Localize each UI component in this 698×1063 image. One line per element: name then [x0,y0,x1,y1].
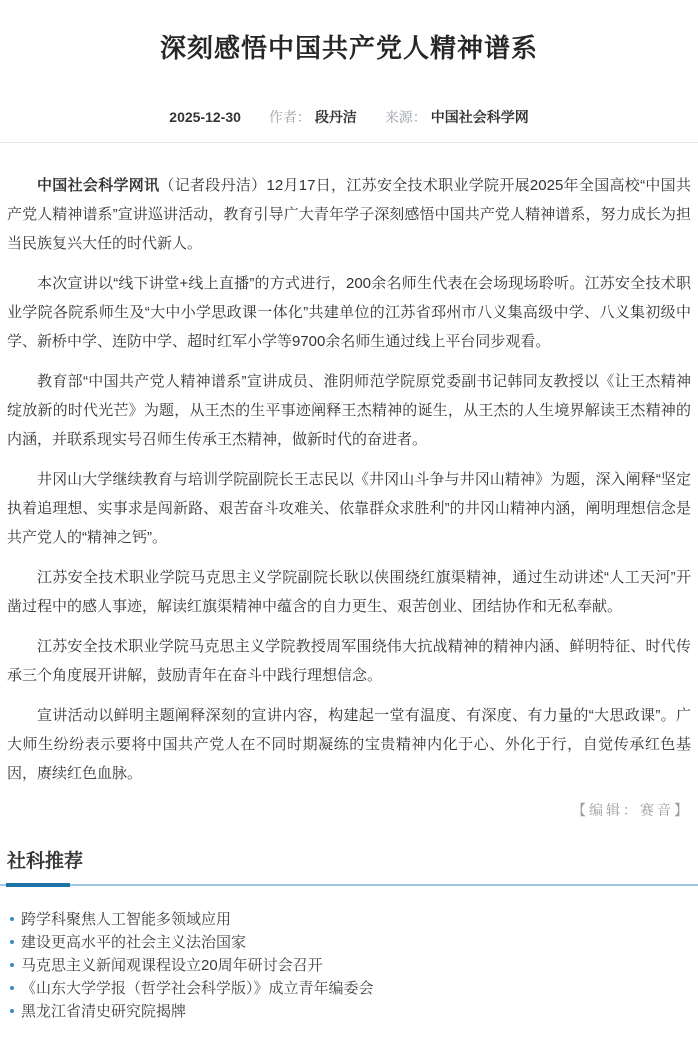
paragraph-text: 井冈山大学继续教育与培训学院副院长王志民以《井冈山斗争与井冈山精神》为题，深入阐释“坚定执着追理想、实事求是闯新路、艰苦奋斗攻难关、依靠群众求胜利”的井冈山精神内涵，阐明理想信念是共产党人的“精神之钙”。 [7,470,691,546]
article-body [0,171,698,788]
paragraph-lead: 中国社会科学网讯 [37,176,160,194]
paragraph-text: 江苏安全技术职业学院马克思主义学院教授周军围绕伟大抗战精神的精神内涵、鲜明特征、时代传承三个角度展开讲解，鼓励青年在奋斗中践行理想信念。 [7,637,691,684]
recommendation-link[interactable] [7,1000,691,1023]
bullet-icon [10,940,14,944]
bullet-icon [10,986,14,990]
publish-date: 2025-12-30 [169,108,241,125]
author-name: 段丹洁 [314,108,357,125]
article-meta [0,107,698,127]
paragraph-text: 本次宣讲以“线下讲堂+线上直播”的方式进行，200余名师生代表在会场现场聆听。江苏安全技术职业学院各院系师生及“大中小学思政课一体化”共建单位的江苏省邳州市八义集高级中学、八义集初级中学、新桥中学、连防中学、超时红军小学等9700余名师生通过线上平台同步观看。 [7,274,691,350]
bullet-icon [10,963,14,967]
article-page [0,32,698,1063]
recommendation-list [0,908,698,1063]
paragraph-text: 江苏安全技术职业学院马克思主义学院副院长耿以侠围绕红旗渠精神，通过生动讲述“人工天河”开凿过程中的感人事迹，解读红旗渠精神中蕴含的自力更生、艰苦创业、团结协作和无私奉献。 [7,568,691,615]
recommendation-text: 《山东大学学报（哲学社会科学版）》成立青年编委会 [21,979,374,997]
recommendation-text: 建设更高水平的社会主义法治国家 [21,933,247,951]
recommendation-link[interactable] [7,931,691,954]
underline-light-rule [0,884,698,886]
recommendation-link[interactable] [7,954,691,977]
underline-accent-bar [6,883,70,887]
recommendation-text: 跨学科聚焦人工智能多领域应用 [21,910,232,928]
article-title: 深刻感悟中国共产党人精神谱系 [159,33,538,63]
bullet-icon [10,917,14,921]
article-paragraph [7,171,691,258]
article-paragraph [7,269,691,356]
section-title-recommendations: 社科推荐 [7,850,84,872]
editor-note: 【编辑：赛音】 [572,803,691,819]
article-paragraph [7,632,691,690]
paragraph-text: 宣讲活动以鲜明主题阐释深刻的宣讲内容，构建起一堂有温度、有深度、有力量的“大思政课”。广大师生纷纷表示要将中国共产党人在不同时期凝练的宝贵精神内化于心、外化于行，自觉传承红色基因，赓续红色血脉。 [7,706,691,782]
recommendations-section [0,846,698,1063]
recommendation-link[interactable] [7,908,691,931]
paragraph-text: （记者段丹洁）12月17日，江苏安全技术职业学院开展2025年全国高校“中国共产党人精神谱系”宣讲巡讲活动，教育引导广大青年学子深刻感悟中国共产党人精神谱系，努力成长为担当民族复兴大任的时代新人。 [7,176,691,252]
article-paragraph [7,701,691,788]
recommendation-text: 黑龙江省清史研究院揭牌 [21,1002,187,1020]
source-group [385,107,529,127]
article-paragraph [7,367,691,454]
source-name: 中国社会科学网 [430,108,529,125]
recommendation-link[interactable] [7,977,691,1000]
author-label: 作者： [268,108,311,125]
author-group [269,107,357,127]
article-paragraph [7,465,691,552]
bullet-icon [10,1009,14,1013]
recommendation-text: 马克思主义新闻观课程设立20周年研讨会召开 [21,956,323,974]
header-divider [0,142,698,143]
paragraph-text: 教育部“中国共产党人精神谱系”宣讲成员、淮阴师范学院原党委副书记韩同友教授以《让王杰精神绽放新的时代光芒》为题，从王杰的生平事迹阐释王杰精神的诞生，从王杰的人生境界解读王杰精神的内涵，并联系现实号召师生传承王杰精神，做新时代的奋进者。 [7,372,691,448]
section-underline [0,883,698,888]
source-label: 来源： [384,108,427,125]
article-paragraph [7,563,691,621]
